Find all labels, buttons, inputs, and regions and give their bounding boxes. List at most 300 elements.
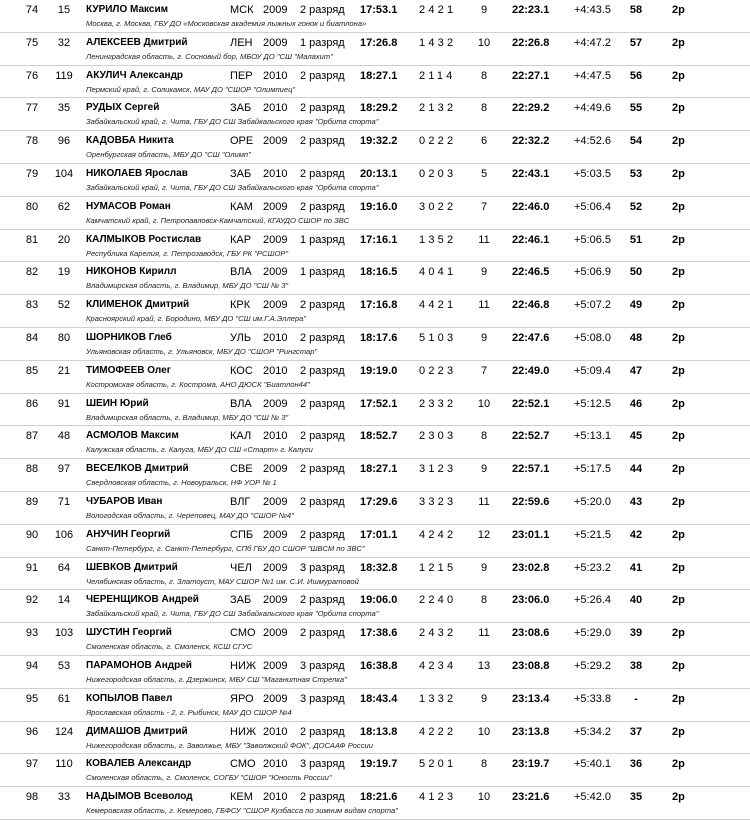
place: 88 <box>25 463 39 476</box>
birth-year: 2010 <box>263 102 288 115</box>
shooting-misses: 4242 <box>419 528 457 541</box>
qualification-grade: 2р <box>672 397 685 410</box>
athlete-name: АНУЧИН Георгий <box>86 528 171 540</box>
bib-number: 52 <box>57 299 71 312</box>
place: 77 <box>25 102 39 115</box>
result-time: 22:46.5 <box>512 266 550 279</box>
birth-year: 2010 <box>263 725 288 738</box>
athlete-name: НИКОНОВ Кирилл <box>86 266 177 278</box>
course-time: 18:16.5 <box>360 266 398 279</box>
points: 41 <box>629 561 643 574</box>
sport-rank: 2 разряд <box>300 69 345 82</box>
result-time: 22:23.1 <box>512 4 550 16</box>
time-gap: +5:06.9 <box>574 266 612 279</box>
points: 37 <box>629 725 643 738</box>
place: 79 <box>25 168 39 180</box>
penalty-total: 11 <box>478 233 490 246</box>
course-time: 18:43.4 <box>360 692 398 705</box>
result-row <box>0 295 750 328</box>
course-time: 17:26.8 <box>360 36 398 49</box>
place: 82 <box>25 266 39 279</box>
athlete-name: ВЕСЕЛКОВ Дмитрий <box>86 463 189 475</box>
qualification-grade: 2р <box>672 725 685 738</box>
result-row <box>0 459 750 492</box>
region-code: НИЖ <box>230 725 257 738</box>
birth-year: 2009 <box>263 463 288 476</box>
bib-number: 97 <box>57 463 71 476</box>
birth-year: 2009 <box>263 594 288 607</box>
qualification-grade: 2р <box>672 463 685 476</box>
points: 39 <box>629 627 643 640</box>
region-code: ОРЕ <box>230 135 254 148</box>
shooting-misses: 1215 <box>419 561 457 574</box>
sport-rank: 2 разряд <box>300 397 345 410</box>
time-gap: +5:20.0 <box>574 496 612 508</box>
qualification-grade: 2р <box>672 627 685 640</box>
club-info: Нижегородская область, г. Заволжье, МБУ "Заволжский ФОК", ДОСААФ России <box>86 740 373 750</box>
birth-year: 2010 <box>263 791 288 804</box>
shooting-misses: 2432 <box>419 627 457 640</box>
birth-year: 2009 <box>263 397 288 410</box>
club-info: Москва, г. Москва, ГБУ ДО «Московская академия лыжных гонок и биатлона» <box>86 19 367 28</box>
athlete-name: КАДОВБА Никита <box>86 135 174 147</box>
result-row <box>0 525 750 558</box>
points: 57 <box>629 36 643 49</box>
shooting-misses: 4234 <box>419 660 457 672</box>
region-code: КАР <box>230 233 252 246</box>
result-row <box>0 230 750 263</box>
time-gap: +5:33.8 <box>574 692 612 705</box>
sport-rank: 2 разряд <box>300 791 345 804</box>
sport-rank: 2 разряд <box>300 430 345 443</box>
place: 75 <box>25 36 39 49</box>
birth-year: 2010 <box>263 430 288 443</box>
place: 89 <box>25 496 39 508</box>
region-code: КРК <box>230 299 251 312</box>
time-gap: +5:21.5 <box>574 528 612 541</box>
qualification-grade: 2р <box>672 266 685 279</box>
region-code: СМО <box>230 758 256 771</box>
region-code: ЗАБ <box>230 168 252 180</box>
sport-rank: 2 разряд <box>300 299 345 312</box>
bib-number: 21 <box>57 364 71 377</box>
athlete-name: ДИМАШОВ Дмитрий <box>86 725 188 737</box>
shooting-misses: 4041 <box>419 266 457 279</box>
club-info: Забайкальский край, г. Чита, ГБУ ДО СШ Забайкальского края "Орбита спорта" <box>86 609 379 619</box>
bib-number: 119 <box>55 69 73 82</box>
athlete-name: КОПЫЛОВ Павел <box>86 692 173 704</box>
bib-number: 64 <box>57 561 71 574</box>
time-gap: +5:08.0 <box>574 332 612 344</box>
result-time: 22:43.1 <box>512 168 550 180</box>
penalty-total: 10 <box>477 791 491 804</box>
shooting-misses: 2332 <box>419 397 457 410</box>
points: 55 <box>629 102 643 115</box>
penalty-total: 8 <box>480 69 488 82</box>
penalty-total: 8 <box>480 430 488 443</box>
sport-rank: 2 разряд <box>300 102 345 115</box>
athlete-name: КОВАЛЕВ Александр <box>86 758 192 770</box>
result-time: 22:59.6 <box>512 496 550 508</box>
birth-year: 2009 <box>263 528 288 541</box>
qualification-grade: 2р <box>672 364 685 377</box>
region-code: ЗАБ <box>230 102 252 115</box>
region-code: ВЛА <box>230 266 252 279</box>
club-info: Оренбургская область, МБУ ДО "СШ "Олимп" <box>86 150 251 160</box>
points: 54 <box>629 135 643 148</box>
qualification-grade: 2р <box>672 332 685 344</box>
region-code: СМО <box>230 627 256 640</box>
athlete-name: АСМОЛОВ Максим <box>86 430 179 442</box>
penalty-total: 8 <box>480 102 488 115</box>
birth-year: 2009 <box>263 561 288 574</box>
qualification-grade: 2р <box>672 758 685 771</box>
birth-year: 2010 <box>263 69 288 82</box>
points: 44 <box>629 463 643 476</box>
penalty-total: 9 <box>480 266 488 279</box>
points: 43 <box>629 496 643 508</box>
bib-number: 106 <box>54 528 74 541</box>
bib-number: 48 <box>57 430 71 443</box>
athlete-name: АЛЕКСЕЕВ Дмитрий <box>86 36 188 48</box>
shooting-misses: 0223 <box>419 364 457 377</box>
birth-year: 2009 <box>263 135 288 148</box>
bib-number: 103 <box>54 627 74 640</box>
sport-rank: 2 разряд <box>300 463 345 476</box>
time-gap: +5:29.0 <box>574 627 612 640</box>
course-time: 18:17.6 <box>360 332 398 344</box>
place: 97 <box>25 758 39 771</box>
qualification-grade: 2р <box>672 69 685 82</box>
penalty-total: 13 <box>477 660 491 672</box>
penalty-total: 11 <box>478 299 490 312</box>
place: 98 <box>25 791 39 804</box>
club-info: Владимирская область, г. Владимир, МБУ ДО "СШ № 3" <box>86 281 289 291</box>
result-time: 22:57.1 <box>512 463 550 476</box>
region-code: СПБ <box>230 528 254 541</box>
result-row <box>0 328 750 361</box>
penalty-total: 7 <box>480 364 488 377</box>
region-code: ЗАБ <box>230 594 252 607</box>
club-info: Забайкальский край, г. Чита, ГБУ ДО СШ Забайкальского края "Орбита спорта" <box>86 117 379 127</box>
result-row <box>0 33 750 66</box>
result-time: 23:13.4 <box>512 692 550 705</box>
shooting-misses: 3022 <box>419 200 457 213</box>
athlete-name: ЧУБАРОВ Иван <box>86 496 163 507</box>
penalty-total: 8 <box>480 594 488 607</box>
athlete-name: АКУЛИЧ Александр <box>86 69 184 81</box>
bib-number: 62 <box>57 200 71 213</box>
result-time: 22:27.1 <box>512 69 550 82</box>
penalty-total: 11 <box>478 627 490 640</box>
result-row <box>0 754 750 787</box>
place: 87 <box>25 430 39 443</box>
points: 53 <box>629 168 643 180</box>
bib-number: 15 <box>57 4 71 16</box>
penalty-total: 9 <box>480 332 488 344</box>
club-info: Вологодская область, г. Череповец, МАУ ДО "СШОР №4" <box>86 511 294 520</box>
region-code: УЛЬ <box>230 332 252 344</box>
course-time: 18:29.2 <box>360 102 398 115</box>
time-gap: +5:03.5 <box>574 168 612 180</box>
result-row <box>0 394 750 427</box>
shooting-misses: 4222 <box>419 725 457 738</box>
club-info: Санкт-Петербург, г. Санкт-Петербург, СПб ГБУ ДО СШОР "ШВСМ по ЗВС" <box>86 543 365 553</box>
bib-number: 104 <box>54 168 74 180</box>
shooting-misses: 5103 <box>419 332 457 344</box>
sport-rank: 2 разряд <box>300 627 345 640</box>
result-row <box>0 590 750 623</box>
result-row <box>0 787 750 820</box>
bib-number: 124 <box>54 725 74 738</box>
points: 51 <box>629 233 643 246</box>
result-time: 23:13.8 <box>512 725 550 738</box>
result-time: 22:29.2 <box>512 102 550 115</box>
athlete-name: КУРИЛО Максим <box>86 4 168 15</box>
qualification-grade: 2р <box>672 594 685 607</box>
birth-year: 2009 <box>263 36 288 49</box>
shooting-misses: 3123 <box>419 463 457 476</box>
time-gap: +5:26.4 <box>574 594 612 607</box>
course-time: 17:38.6 <box>360 627 398 640</box>
result-time: 22:46.0 <box>512 200 550 213</box>
qualification-grade: 2р <box>672 660 685 672</box>
time-gap: +5:40.1 <box>574 758 612 771</box>
penalty-total: 6 <box>480 135 488 148</box>
shooting-misses: 0203 <box>419 168 457 180</box>
place: 91 <box>25 561 39 574</box>
athlete-name: ТИМОФЕЕВ Олег <box>86 364 171 376</box>
qualification-grade: 2р <box>672 791 685 804</box>
penalty-total: 11 <box>478 496 490 508</box>
place: 74 <box>25 4 39 16</box>
points: 49 <box>629 299 643 312</box>
shooting-misses: 4123 <box>419 791 457 804</box>
penalty-total: 5 <box>480 168 488 180</box>
result-time: 22:32.2 <box>512 135 550 148</box>
region-code: КАМ <box>230 200 253 213</box>
place: 90 <box>25 528 39 541</box>
qualification-grade: 2р <box>672 299 685 312</box>
shooting-misses: 1432 <box>419 36 457 49</box>
birth-year: 2009 <box>263 496 288 508</box>
penalty-total: 10 <box>477 36 491 49</box>
course-time: 19:06.0 <box>360 594 398 607</box>
bib-number: 110 <box>55 758 73 771</box>
shooting-misses: 2240 <box>419 594 457 607</box>
qualification-grade: 2р <box>672 692 685 705</box>
shooting-misses: 3323 <box>419 496 457 508</box>
result-time: 23:02.8 <box>512 561 550 574</box>
place: 95 <box>25 692 39 705</box>
result-row <box>0 361 750 394</box>
points: 46 <box>629 397 643 410</box>
birth-year: 2009 <box>263 266 288 279</box>
region-code: ВЛА <box>230 397 252 410</box>
place: 84 <box>25 332 39 344</box>
shooting-misses: 0222 <box>419 135 457 148</box>
bib-number: 19 <box>57 266 71 279</box>
penalty-total: 9 <box>480 4 488 16</box>
birth-year: 2009 <box>263 233 288 246</box>
result-time: 22:26.8 <box>512 36 550 49</box>
region-code: КОС <box>230 364 253 377</box>
sport-rank: 2 разряд <box>300 4 345 16</box>
athlete-name: ШЕИН Юрий <box>86 397 149 409</box>
time-gap: +5:06.5 <box>574 233 612 246</box>
result-time: 22:49.0 <box>512 364 550 377</box>
course-time: 19:19.0 <box>360 364 398 377</box>
shooting-misses: 4421 <box>419 299 457 312</box>
time-gap: +5:07.2 <box>574 299 612 312</box>
course-time: 17:53.1 <box>360 4 398 16</box>
shooting-misses: 2421 <box>419 4 457 16</box>
club-info: Смоленская область, г. Смоленск, КСШ СГУС <box>86 642 253 652</box>
club-info: Кемеровская область, г. Кемерово, ГБФСУ "СШОР Кузбасса по зимним видам спорта" <box>86 806 398 816</box>
points: 38 <box>629 660 643 672</box>
shooting-misses: 5201 <box>419 758 457 771</box>
place: 92 <box>25 594 39 607</box>
birth-year: 2009 <box>263 4 288 16</box>
result-row <box>0 197 750 230</box>
penalty-total: 9 <box>480 561 488 574</box>
athlete-name: РУДЫХ Сергей <box>86 102 160 114</box>
birth-year: 2010 <box>263 332 288 344</box>
points: 52 <box>629 200 643 213</box>
qualification-grade: 2р <box>672 561 685 574</box>
points: 35 <box>629 791 643 804</box>
sport-rank: 2 разряд <box>300 725 345 738</box>
time-gap: +4:43.5 <box>574 4 612 16</box>
birth-year: 2010 <box>263 168 288 180</box>
birth-year: 2009 <box>263 299 288 312</box>
points: 50 <box>629 266 643 279</box>
course-time: 17:52.1 <box>360 397 398 410</box>
sport-rank: 2 разряд <box>300 200 345 213</box>
result-row <box>0 66 750 99</box>
club-info: Калужская область, г. Калуга, МБУ ДО СШ «Старт» г. Калуги <box>86 445 313 455</box>
qualification-grade: 2р <box>672 528 685 541</box>
points: 45 <box>629 430 643 443</box>
sport-rank: 2 разряд <box>300 528 345 541</box>
course-time: 20:13.1 <box>360 168 398 180</box>
time-gap: +5:29.2 <box>574 660 612 672</box>
course-time: 17:16.1 <box>360 233 398 246</box>
bib-number: 96 <box>57 135 71 148</box>
birth-year: 2009 <box>263 627 288 640</box>
club-info: Красноярский край, г. Бородино, МБУ ДО "СШ им.Г.А.Эллера" <box>86 314 307 324</box>
club-info: Камчатский край, г. Петропавловск-Камчатский, КГАУДО СШОР по ЗВС <box>86 215 350 225</box>
region-code: ЛЕН <box>230 36 253 49</box>
course-time: 16:38.8 <box>360 660 398 672</box>
result-time: 23:01.1 <box>512 528 550 541</box>
time-gap: +5:12.5 <box>574 397 612 410</box>
place: 76 <box>25 69 39 82</box>
bib-number: 32 <box>57 36 71 49</box>
sport-rank: 2 разряд <box>300 332 345 344</box>
points: 48 <box>629 332 643 344</box>
sport-rank: 3 разряд <box>300 758 345 771</box>
club-info: Свердловская область, г. Новоуральск, НФ УОР № 1 <box>86 478 277 488</box>
bib-number: 53 <box>57 660 71 672</box>
shooting-misses: 2132 <box>419 102 457 115</box>
athlete-name: ШЕВКОВ Дмитрий <box>86 561 178 573</box>
club-info: Костромская область, г. Кострома, АНО ДЮСК "Биатлон44" <box>86 379 310 389</box>
qualification-grade: 2р <box>672 135 685 148</box>
place: 85 <box>25 364 39 377</box>
points: 42 <box>629 528 643 541</box>
points: - <box>634 692 638 705</box>
result-row <box>0 426 750 459</box>
club-info: Ленинградская область, г. Сосновый бор, МБОУ ДО "СШ "Малахит" <box>86 51 333 61</box>
club-info: Владимирская область, г. Владимир, МБУ ДО "СШ № 3" <box>86 412 289 422</box>
course-time: 17:16.8 <box>360 299 398 312</box>
region-code: ЧЕЛ <box>230 561 252 574</box>
athlete-name: НИКОЛАЕВ Ярослав <box>86 168 188 179</box>
bib-number: 14 <box>57 594 71 607</box>
result-time: 22:52.1 <box>512 397 550 410</box>
bib-number: 35 <box>57 102 71 115</box>
result-time: 23:19.7 <box>512 758 550 771</box>
region-code: СВЕ <box>230 463 253 476</box>
sport-rank: 2 разряд <box>300 168 345 180</box>
points: 56 <box>629 69 643 82</box>
athlete-name: КЛИМЕНОК Дмитрий <box>86 299 190 311</box>
birth-year: 2009 <box>263 200 288 213</box>
region-code: ВЛГ <box>230 496 251 508</box>
result-row <box>0 623 750 656</box>
points: 58 <box>629 4 643 16</box>
time-gap: +5:23.2 <box>574 561 612 574</box>
region-code: ПЕР <box>230 69 253 82</box>
time-gap: +5:17.5 <box>574 463 612 476</box>
club-info: Республика Карелия, г. Петрозаводск, ГБУ РК "РСШОР" <box>86 248 289 258</box>
sport-rank: 2 разряд <box>300 496 345 508</box>
region-code: КАЛ <box>230 430 252 443</box>
region-code: МСК <box>230 4 254 16</box>
club-info: Ульяновская область, г. Ульяновск, МБУ ДО "СШОР "Рингстар" <box>86 347 318 356</box>
points: 47 <box>629 364 643 377</box>
birth-year: 2009 <box>263 692 288 705</box>
course-time: 18:21.6 <box>360 791 398 804</box>
penalty-total: 7 <box>480 200 488 213</box>
sport-rank: 1 разряд <box>300 36 345 49</box>
result-row <box>0 722 750 755</box>
athlete-name: НАДЫМОВ Всеволод <box>86 791 193 803</box>
time-gap: +5:42.0 <box>574 791 612 804</box>
result-row <box>0 164 750 197</box>
course-time: 17:01.1 <box>360 528 398 541</box>
time-gap: +4:47.5 <box>574 69 612 82</box>
result-time: 23:21.6 <box>512 791 550 804</box>
penalty-total: 12 <box>477 528 491 541</box>
sport-rank: 1 разряд <box>300 266 345 279</box>
club-info: Забайкальский край, г. Чита, ГБУ ДО СШ Забайкальского края "Орбита спорта" <box>86 183 379 192</box>
penalty-total: 10 <box>477 725 491 738</box>
bib-number: 61 <box>57 692 71 705</box>
qualification-grade: 2р <box>672 36 685 49</box>
result-time: 22:46.1 <box>512 233 550 246</box>
club-info: Смоленская область, г. Смоленск, СОГБУ "СШОР "Юность России" <box>86 773 332 783</box>
bib-number: 33 <box>57 791 71 804</box>
club-info: Челябинская область, г. Златоуст, МАУ СШОР №1 им. С.И. Ишмуратовой <box>86 576 359 586</box>
shooting-misses: 2303 <box>419 430 457 443</box>
time-gap: +5:13.1 <box>574 430 612 443</box>
course-time: 17:29.6 <box>360 496 398 508</box>
birth-year: 2010 <box>263 758 288 771</box>
penalty-total: 9 <box>480 463 488 476</box>
qualification-grade: 2р <box>672 233 685 246</box>
